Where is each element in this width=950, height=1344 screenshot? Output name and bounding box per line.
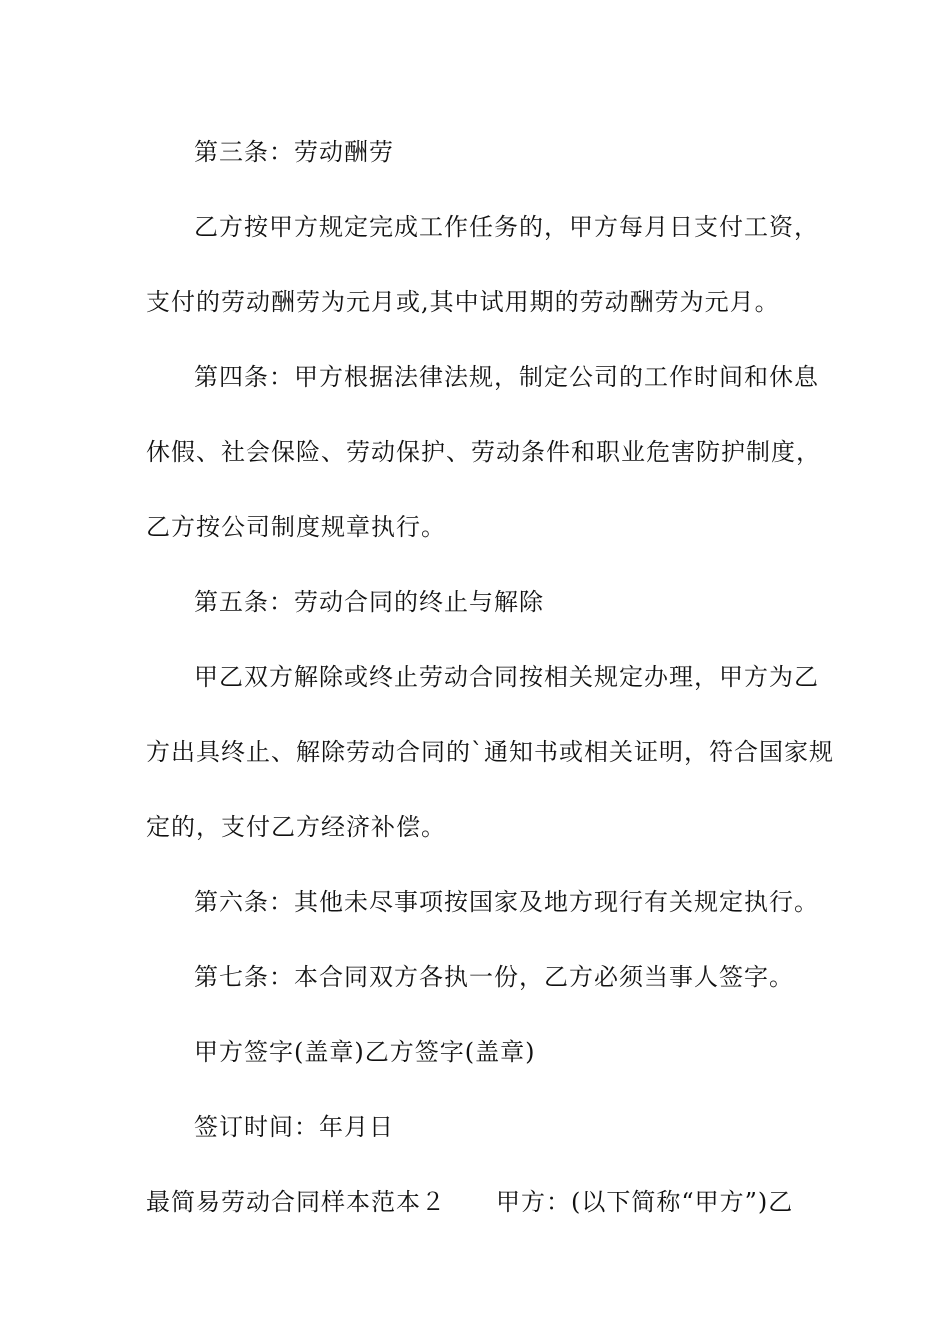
paragraph-line: 支付的劳动酬劳为元月或,其中试用期的劳动酬劳为元月。: [146, 288, 780, 316]
next-contract-title: 最简易劳动合同样本范本２: [146, 1188, 446, 1216]
next-contract-title-line: [146, 1187, 810, 1217]
article-3-heading: 第三条：劳动酬劳: [194, 138, 394, 166]
paragraph-line: 定的，支付乙方经济补偿。: [146, 813, 446, 841]
paragraph-line: 甲乙双方解除或终止劳动合同按相关规定办理，甲方为乙: [194, 663, 819, 691]
signing-date-line: 签订时间：年月日: [194, 1113, 394, 1141]
paragraph-line: 方出具终止、解除劳动合同的`通知书或相关证明，符合国家规: [146, 738, 834, 766]
signature-line: 甲方签字(盖章)乙方签字(盖章): [194, 1038, 536, 1066]
paragraph-line: 乙方按甲方规定完成工作任务的，甲方每月日支付工资，: [194, 213, 819, 241]
article-6-line: 第六条：其他未尽事项按国家及地方现行有关规定执行。: [194, 888, 819, 916]
paragraph-line: 乙方按公司制度规章执行。: [146, 513, 446, 541]
article-7-line: 第七条：本合同双方各执一份，乙方必须当事人签字。: [194, 963, 794, 991]
paragraph-line: 休假、社会保险、劳动保护、劳动条件和职业危害防护制度，: [146, 438, 821, 466]
party-a-intro: 甲方：(以下简称“甲方”)乙: [496, 1188, 794, 1216]
article-4-line: 第四条：甲方根据法律法规，制定公司的工作时间和休息: [194, 363, 819, 391]
article-5-heading: 第五条：劳动合同的终止与解除: [194, 588, 544, 616]
